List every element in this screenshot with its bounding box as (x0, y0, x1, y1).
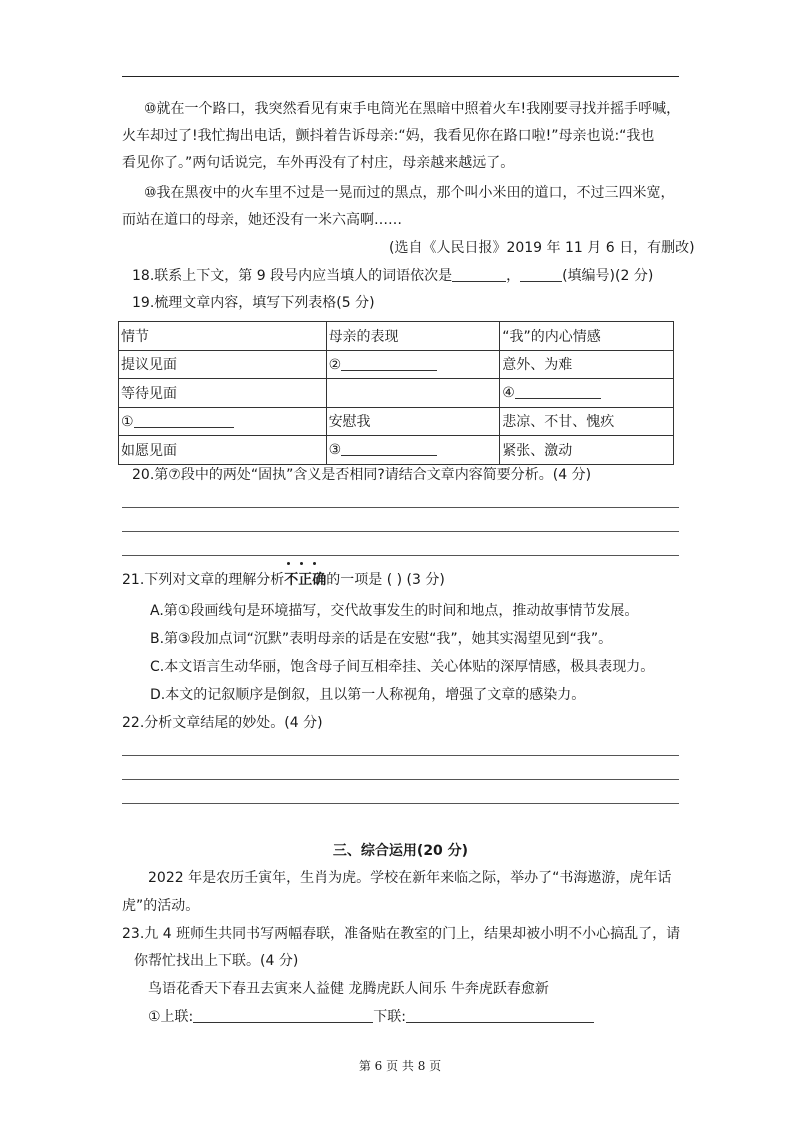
answer-blank[interactable] (134, 413, 234, 428)
source-citation: (选自《人民日报》2019 年 11 月 6 日，有删改) (389, 240, 695, 256)
emphasis-dot (287, 562, 290, 565)
answer-line[interactable] (122, 531, 679, 532)
question-20: 20.第⑦段中的两处“固执”含义是否相同?请结合文章内容简要分析。(4 分) (132, 467, 592, 483)
answer-blank[interactable] (341, 441, 437, 456)
cell-plot: 如愿见面 (119, 436, 327, 465)
cell-mother (326, 379, 500, 408)
cell-feeling: 紧张、激动 (500, 436, 674, 465)
emphasis-dot (313, 562, 316, 565)
question-18-text: 18.联系上下文，第 9 段号内应当填人的词语依次是 (132, 268, 453, 284)
paragraph-10-line-2: 火车却过了!我忙掏出电话，颤抖着告诉母亲:“妈，我看见你在路口啦!”母亲也说:“我也 (122, 128, 655, 144)
cell-feeling: 意外、为难 (500, 350, 674, 379)
page-footer: 第 6 页 共 8 页 (358, 1059, 442, 1073)
answer-line[interactable] (122, 755, 679, 756)
answer-line[interactable] (122, 803, 679, 804)
section-intro-line-2: 虎”的活动。 (122, 898, 200, 914)
cell-plot[interactable] (119, 407, 327, 436)
answer-line[interactable] (122, 555, 679, 556)
question-19-title: 19.梳理文章内容，填写下列表格(5 分) (132, 295, 375, 311)
cell-feeling[interactable] (500, 379, 674, 408)
section-intro-line-1: 2022 年是农历壬寅年，生肖为虎。学校在新年来临之际，举办了“书海遨游，虎年话 (148, 870, 672, 886)
question-21 (122, 569, 445, 591)
paragraph-11-line-1: ⑩我在黑夜中的火车里不过是一晃而过的黑点，那个叫小米田的道口，不过三四米宽， (144, 185, 675, 201)
table-row (119, 407, 674, 436)
blank-marker: ③ (328, 442, 342, 459)
blank-marker: ④ (502, 385, 515, 402)
table-row (119, 436, 674, 465)
answer-line[interactable] (122, 779, 679, 780)
answer-line[interactable] (122, 507, 679, 508)
question-21-suffix: 的一项是 ( ) (3 分) (326, 572, 445, 588)
blank-marker: ② (328, 356, 342, 373)
emphasis-dot (300, 562, 303, 565)
question-22: 22.分析文章结尾的妙处。(4 分) (122, 715, 323, 731)
option-c[interactable]: C.本文语言生动华丽，饱含母子间互相牵挂、关心体贴的深厚情感，极具表现力。 (150, 659, 655, 675)
q18-blank-2[interactable] (520, 267, 562, 282)
cell-mother: 安慰我 (326, 407, 500, 436)
question-21-emphasis: 不正确 (284, 572, 327, 588)
lower-couplet-label: 下联: (373, 1009, 406, 1025)
cell-plot: 等待见面 (119, 379, 327, 408)
header-plot: 情节 (119, 322, 327, 351)
lower-couplet-blank[interactable] (406, 1008, 594, 1023)
question-23-line-2: 你帮忙找出上下联。(4 分) (134, 953, 299, 969)
q18-blank-1[interactable] (452, 267, 506, 282)
answer-blank[interactable] (515, 384, 601, 399)
upper-couplet-label: ①上联: (148, 1009, 194, 1025)
question-18 (132, 265, 653, 287)
paragraph-10-line-1: ⑩就在一个路口，我突然看见有束手电筒光在黑暗中照着火车!我刚要寻找并摇手呼喊， (144, 101, 681, 117)
table-row (119, 379, 674, 408)
option-b[interactable]: B.第③段加点词“沉默”表明母亲的话是在安慰“我”，她其实渴望见到“我”。 (150, 631, 613, 647)
couplet-answer-row (148, 1006, 594, 1028)
q18-instruction: (填编号)(2 分) (562, 268, 654, 284)
scrambled-couplets: 鸟语花香天下春丑去寅来人益健 龙腾虎跃人间乐 牛奔虎跃春愈新 (148, 981, 549, 997)
header-rule (122, 76, 679, 77)
paragraph-10-line-3: 看见你了。”两句话说完，车外再没有了村庄，母亲越来越远了。 (122, 155, 515, 171)
answer-blank[interactable] (341, 356, 437, 371)
question-21-text: 21.下列对文章的理解分析 (122, 572, 285, 588)
blank-marker: ① (121, 413, 134, 430)
cell-plot: 提议见面 (119, 350, 327, 379)
table-header-row (119, 322, 674, 351)
cell-mother[interactable] (326, 350, 500, 379)
option-d[interactable]: D.本文的记叙顺序是倒叙，且以第一人称视角，增强了文章的感染力。 (150, 687, 586, 703)
option-a[interactable]: A.第①段画线句是环境描写，交代故事发生的时间和地点，推动故事情节发展。 (150, 603, 639, 619)
plot-table (118, 321, 674, 465)
paragraph-11-line-2: 而站在道口的母亲，她还没有一米六高啊…… (122, 212, 402, 228)
q18-separator: ， (506, 268, 521, 284)
cell-mother[interactable] (326, 436, 500, 465)
upper-couplet-blank[interactable] (193, 1008, 373, 1023)
section-heading: 三、综合运用(20 分) (332, 843, 469, 859)
header-feeling: “我”的内心情感 (500, 322, 674, 351)
cell-feeling: 悲凉、不甘、愧疚 (500, 407, 674, 436)
header-mother: 母亲的表现 (326, 322, 500, 351)
question-23-line-1: 23.九 4 班师生共同书写两幅春联，准备贴在教室的门上，结果却被小明不小心搞乱了，请 (122, 926, 681, 942)
table-row (119, 350, 674, 379)
